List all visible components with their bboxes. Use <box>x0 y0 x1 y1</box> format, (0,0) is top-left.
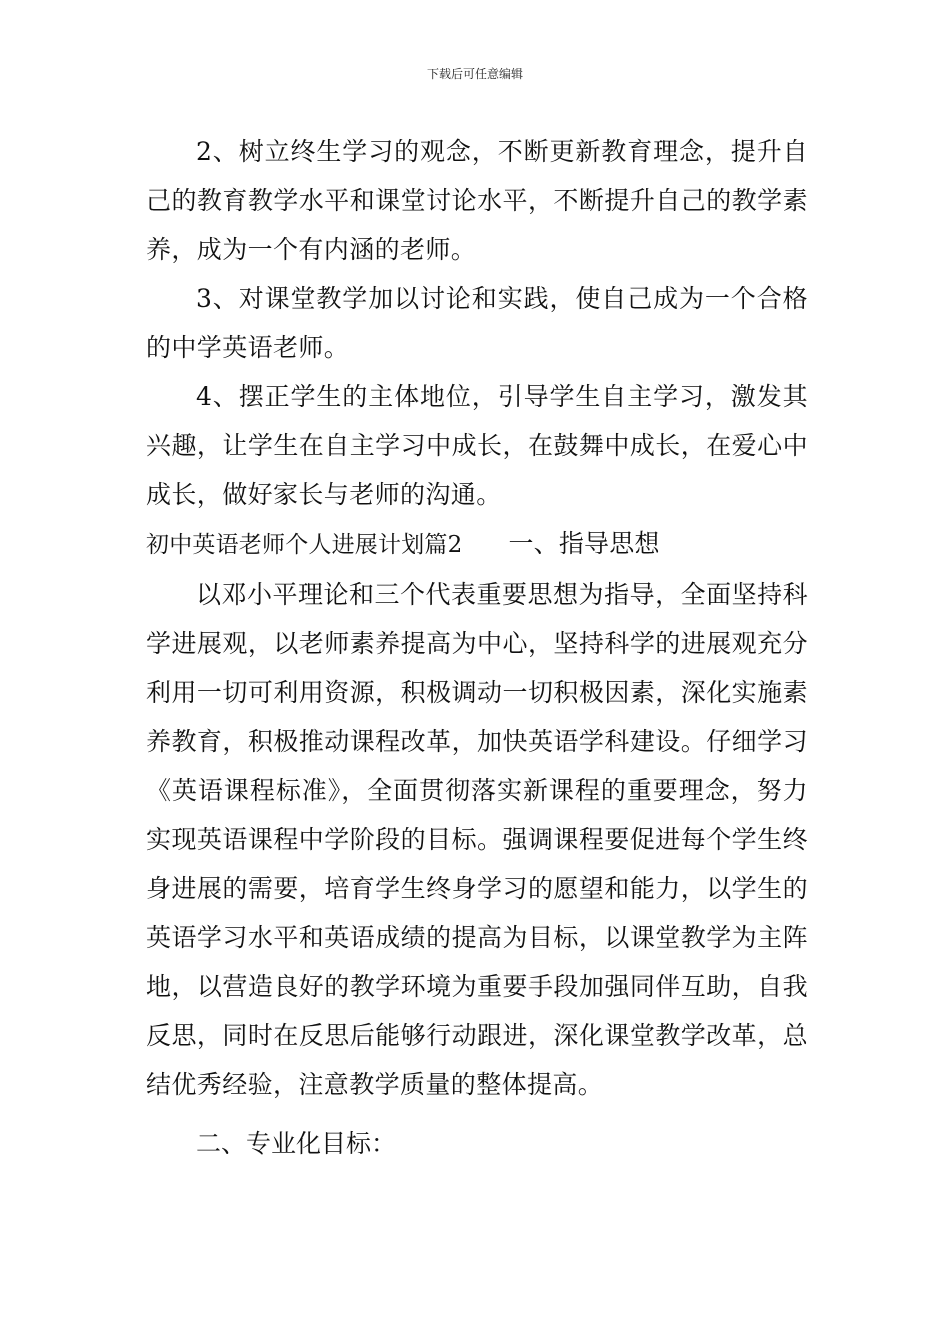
guiding-paragraph: 以邓小平理论和三个代表重要思想为指导，全面坚持科学进展观，以老师素养提高为中心，坚持科学的进展观充分利用一切可利用资源，积极调动一切积极因素，深化实施素养教育，积极推动课程改革，加快英语学科建设。仔细学习《英语课程标准》，全面贯彻落实新课程的重要理念，努力实现英语课程中学阶段的目标。强调课程要促进每个学生终身进展的需要，培育学生终身学习的愿望和能力，以学生的英语学习水平和英语成绩的提高为目标，以课堂教学为主阵地，以营造良好的教学环境为重要手段加强同伴互助，自我反思，同时在反思后能够行动跟进，深化课堂教学改革，总结优秀经验，注意教学质量的整体提高。 <box>146 580 808 1099</box>
article-title: 初中英语老师个人进展计划篇2 <box>146 532 463 558</box>
section-two-heading: 二、专业化目标： <box>196 1129 397 1158</box>
title-line <box>146 519 808 570</box>
paragraph-item-3: 3、对课堂教学加以讨论和实践，使自己成为一个合格的中学英语老师。 <box>146 284 808 362</box>
document-body <box>146 127 808 1168</box>
paragraph-item-2: 2、树立终生学习的观念，不断更新教育理念，提升自己的教育教学水平和课堂讨论水平，不断提升自己的教学素养，成为一个有内涵的老师。 <box>146 137 808 264</box>
section-one-heading: 一、指导思想 <box>508 529 660 558</box>
header-note: 下载后可任意编辑 <box>426 67 523 81</box>
paragraph-item-4: 4、摆正学生的主体地位，引导学生自主学习，激发其兴趣，让学生在自主学习中成长，在鼓舞中成长，在爱心中成长，做好家长与老师的沟通。 <box>146 382 808 509</box>
